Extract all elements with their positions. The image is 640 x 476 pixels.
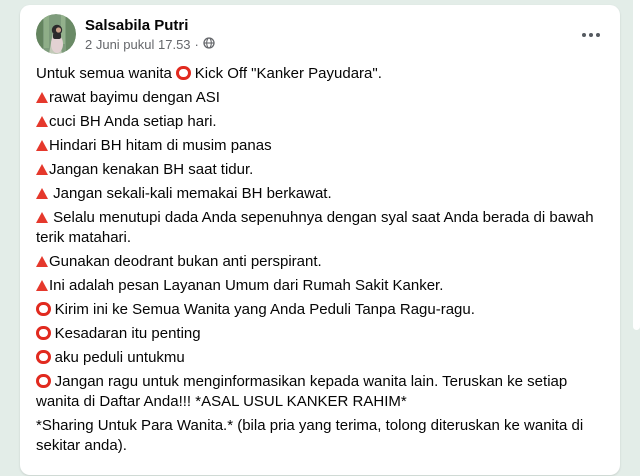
post-header-meta bbox=[85, 14, 215, 52]
post-text-segment: *Sharing Untuk Para Wanita.* (bila pria yang terima, tolong diteruskan ke wanita di sekitar anda). bbox=[36, 417, 584, 454]
post-text-segment: Untuk semua wanita bbox=[36, 65, 177, 82]
red-triangle-icon bbox=[36, 212, 48, 223]
post-text-segment: Kick Off "Kanker Payudara". bbox=[190, 65, 382, 82]
ellipsis-icon bbox=[596, 33, 600, 37]
avatar[interactable] bbox=[36, 14, 76, 54]
ellipsis-icon bbox=[582, 33, 586, 37]
post-text-segment: Kirim ini ke Semua Wanita yang Anda Peduli Tanpa Ragu-ragu. bbox=[50, 301, 475, 318]
post-text-segment: aku peduli untukmu bbox=[50, 349, 185, 366]
post-text-segment: cuci BH Anda setiap hari. bbox=[49, 113, 217, 130]
post-text-segment: Jangan sekali-kali memakai BH berkawat. bbox=[49, 185, 332, 202]
post-line bbox=[36, 372, 604, 412]
red-hollow-circle-icon bbox=[176, 66, 191, 81]
post-line bbox=[36, 208, 604, 248]
post-text-segment: Selalu menutupi dada Anda sepenuhnya dengan syal saat Anda berada di bawah terik matahari. bbox=[36, 209, 594, 246]
post-text-segment: Kesadaran itu penting bbox=[50, 325, 201, 342]
post-line bbox=[36, 88, 604, 108]
post-line bbox=[36, 64, 604, 84]
adjacent-panel-edge bbox=[633, 0, 640, 330]
avatar-forest-photo bbox=[36, 14, 76, 54]
ellipsis-icon bbox=[589, 33, 593, 37]
red-triangle-icon bbox=[36, 140, 48, 151]
post-text-segment: Jangan kenakan BH saat tidur. bbox=[49, 161, 254, 178]
author-name[interactable]: Salsabila Putri bbox=[85, 17, 189, 34]
post-body-text bbox=[20, 58, 620, 476]
post-text-segment: Hindari BH hitam di musim panas bbox=[49, 137, 272, 154]
post-text-segment: Jangan ragu untuk menginformasikan kepada wanita lain. Teruskan ke setiap wanita di Daftar Anda!!! *ASAL USUL KANKER RAHIM* bbox=[36, 373, 568, 410]
post-line bbox=[36, 300, 604, 320]
post-line bbox=[36, 416, 604, 456]
post-line bbox=[36, 160, 604, 180]
globe-icon bbox=[203, 37, 215, 52]
post-menu-button[interactable] bbox=[574, 19, 608, 51]
post-text-segment: rawat bayimu dengan ASI bbox=[49, 89, 220, 106]
post-header bbox=[20, 5, 620, 58]
red-triangle-icon bbox=[36, 164, 48, 175]
post-line bbox=[36, 136, 604, 156]
post-timestamp[interactable] bbox=[85, 37, 215, 52]
red-triangle-icon bbox=[36, 188, 48, 199]
red-triangle-icon bbox=[36, 116, 48, 127]
timestamp-text: 2 Juni pukul 17.53 bbox=[85, 37, 191, 52]
red-triangle-icon bbox=[36, 280, 48, 291]
facebook-post-card bbox=[20, 5, 620, 475]
red-triangle-icon bbox=[36, 92, 48, 103]
post-line bbox=[36, 112, 604, 132]
red-hollow-circle-icon bbox=[36, 350, 51, 365]
post-line bbox=[36, 252, 604, 272]
red-hollow-circle-icon bbox=[36, 326, 51, 341]
red-hollow-circle-icon bbox=[36, 374, 51, 389]
post-line bbox=[36, 276, 604, 296]
post-line bbox=[36, 324, 604, 344]
post-text-segment: Ini adalah pesan Layanan Umum dari Rumah Sakit Kanker. bbox=[49, 277, 444, 294]
post-line bbox=[36, 184, 604, 204]
red-hollow-circle-icon bbox=[36, 302, 51, 317]
post-line bbox=[36, 348, 604, 368]
post-text-segment: Gunakan deodrant bukan anti perspirant. bbox=[49, 253, 322, 270]
timestamp-separator: · bbox=[194, 37, 199, 52]
red-triangle-icon bbox=[36, 256, 48, 267]
